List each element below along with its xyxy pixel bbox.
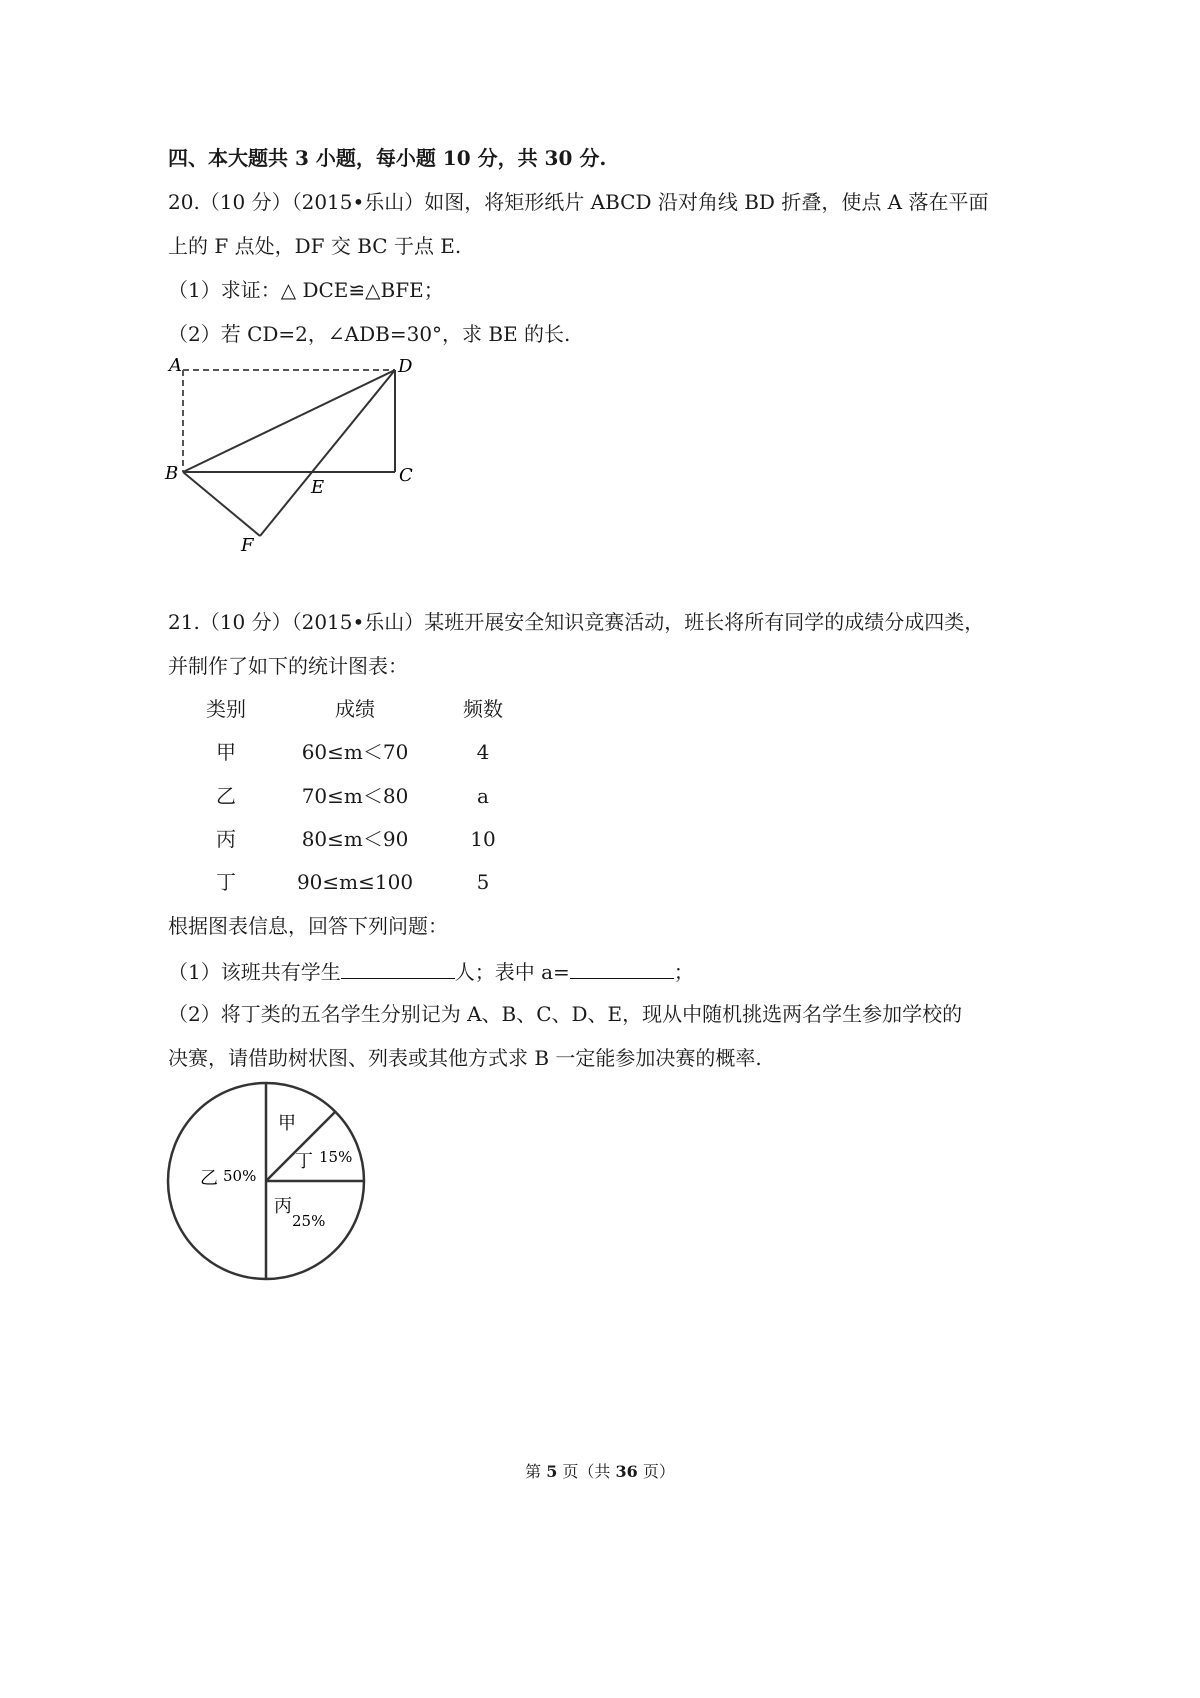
label-c: C [399, 465, 413, 486]
q20-geometry-figure [150, 345, 440, 560]
q20-line1: 20.（10 分）（2015•乐山）如图，将矩形纸片 ABCD 沿对角线 BD 折叠，使点 A 落在平面 [168, 190, 989, 214]
table-row-1-score: 60≤m＜70 [301, 740, 409, 764]
segment-bf [183, 472, 260, 536]
table-header-score: 成绩 [335, 697, 375, 721]
table-row-3-category: 丙 [216, 827, 236, 851]
table-row-2-score: 70≤m＜80 [301, 784, 409, 808]
answer-blank-total[interactable] [341, 958, 455, 979]
table-header-category: 类别 [206, 697, 246, 721]
q21-line2: 并制作了如下的统计图表： [168, 654, 408, 678]
q21-line1: 21.（10 分）（2015•乐山）某班开展安全知识竞赛活动，班长将所有同学的成绩分成四类， [168, 610, 985, 634]
table-row-1-frequency: 4 [476, 740, 490, 764]
pie-pct-ding: 15% [319, 1148, 353, 1166]
pie-pct-bing: 25% [292, 1212, 326, 1230]
pie-pct-yi: 50% [223, 1167, 257, 1185]
label-d: D [398, 356, 413, 377]
q21-part1-text-a: （1）该班共有学生 [168, 960, 341, 984]
footer-page-number: 5 [546, 1462, 558, 1481]
table-row-2-frequency: a [477, 784, 489, 808]
footer-suffix: 页） [637, 1462, 675, 1481]
table-row-1-category: 甲 [216, 740, 236, 764]
table-row-4-score: 90≤m≤100 [296, 870, 414, 894]
pie-label-jia: 甲 [278, 1113, 296, 1134]
footer-prefix: 第 [525, 1462, 547, 1481]
q21-part1-text-c: ； [673, 960, 694, 984]
pie-label-yi: 乙 [200, 1168, 218, 1189]
label-f: F [241, 535, 254, 556]
answer-blank-a[interactable] [570, 958, 674, 979]
q21-part1-text-b: 人；表中 a= [454, 960, 570, 984]
q21-pie-chart [160, 1075, 375, 1290]
table-row-3-frequency: 10 [470, 827, 496, 851]
segment-df [260, 370, 395, 536]
footer-middle: 页（共 [557, 1462, 616, 1481]
q20-part1: （1）求证：△ DCE≌△BFE； [168, 278, 444, 302]
label-e: E [311, 477, 325, 498]
q21-part2-line1: （2）将丁类的五名学生分别记为 A、B、C、D、E，现从中随机挑选两名学生参加学校的 [168, 1002, 963, 1026]
pie-label-bing: 丙 [274, 1196, 292, 1217]
pie-label-ding: 丁 [295, 1151, 313, 1172]
q21-part2-line2: 决赛，请借助树状图、列表或其他方式求 B 一定能参加决赛的概率. [168, 1046, 762, 1070]
q21-prompt: 根据图表信息，回答下列问题： [168, 914, 448, 938]
table-row-3-score: 80≤m＜90 [301, 827, 409, 851]
q20-part2: （2）若 CD=2，∠ADB=30°，求 BE 的长. [168, 322, 571, 346]
q20-line2: 上的 F 点处，DF 交 BC 于点 E. [168, 234, 462, 258]
page-footer [0, 1462, 1200, 1482]
q21-part1 [168, 958, 694, 984]
label-a: A [169, 355, 182, 376]
footer-total-pages: 36 [615, 1462, 638, 1481]
segment-bd [183, 370, 395, 472]
table-row-4-frequency: 5 [476, 870, 490, 894]
table-header-frequency: 频数 [463, 697, 503, 721]
table-row-4-category: 丁 [216, 870, 236, 894]
section-heading: 四、本大题共 3 小题，每小题 10 分，共 30 分. [168, 146, 607, 170]
label-b: B [165, 463, 179, 484]
table-row-2-category: 乙 [216, 784, 236, 808]
